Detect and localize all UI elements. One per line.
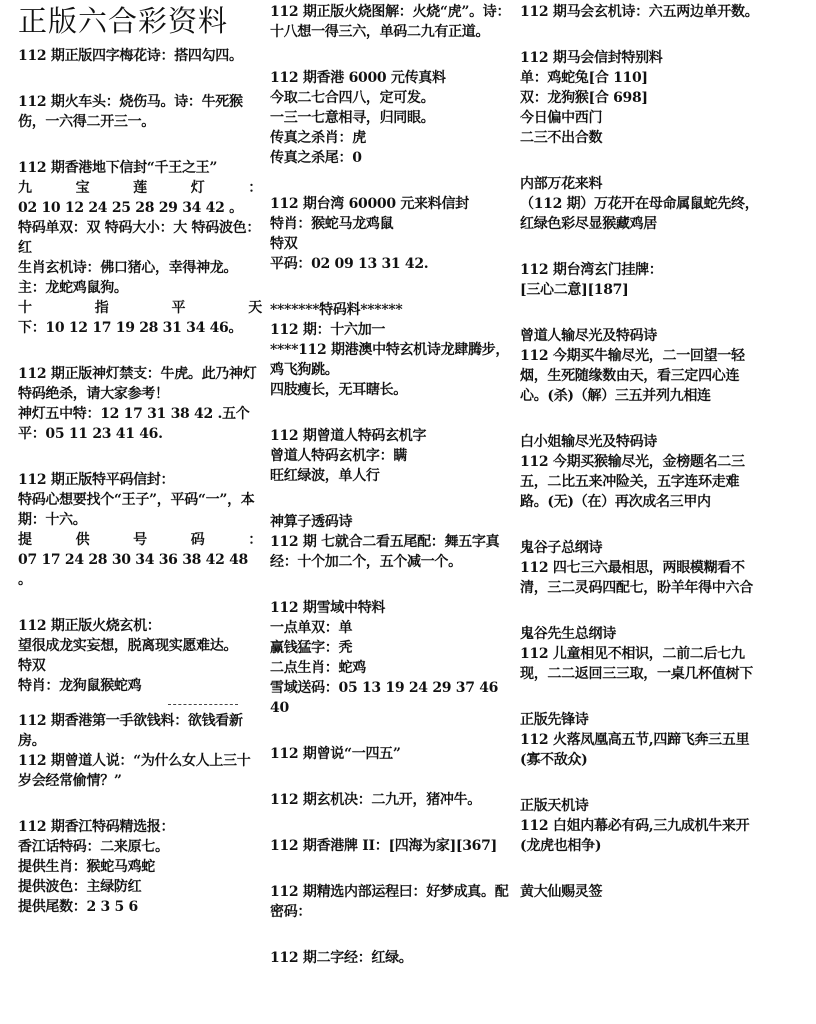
hk-envelope-spaced-line-2 [18, 298, 262, 318]
guiguzi-text: 112 四七三六最相思，两眼模糊看不清，三二灵码四配七，盼羊年得中六合 [520, 560, 753, 596]
guigu-master-block [520, 624, 762, 684]
two-word-block [270, 948, 512, 968]
fire-riddle-text: 望很成龙实妄想，脱离现实愿难达。 [18, 638, 238, 654]
jockey-envelope-heading: 112 期马会信封特别料 [520, 50, 663, 66]
fortune-block [270, 882, 512, 922]
fire-picture-text: 112 期正版火烧图解：火烧“虎”。诗：十八想一得三六，单码二九有正道。 [270, 4, 511, 40]
zeng-word: 曾道人特码玄机字：瞒 [270, 448, 407, 464]
magic-lamp-text: 112 期正版神灯禁支：牛虎。此乃神灯特码绝杀，请大家参考！ [18, 366, 257, 402]
genius-poem-block [270, 512, 512, 572]
snow-line: 二点生肖：蛇鸡 [270, 660, 366, 676]
divider [168, 704, 238, 711]
jockey-odd: 单：鸡蛇兔[合 110] [520, 70, 648, 86]
taiwan-even: 特双 [270, 236, 298, 252]
spaced-char: 码 [190, 532, 205, 548]
xiangjiang-report-block [18, 817, 262, 917]
xiangjiang-zodiac: 提供生肖：猴蛇马鸡蛇 [18, 859, 155, 875]
miss-bai-heading: 白小姐输尽光及特码诗 [520, 434, 657, 450]
mystery-text: 112 期玄机决：二九开，猪冲牛。 [270, 792, 481, 808]
pioneer-text: 112 火落凤凰高五节,四蹄飞奔三五里(寡不敌众) [520, 732, 750, 768]
fire-riddle-zodiac: 特肖：龙狗鼠猴蛇鸡 [18, 678, 142, 694]
spaced-char: 平 [171, 300, 186, 316]
heaven-poem-block [520, 796, 762, 856]
jockey-poem-block [520, 2, 762, 22]
page-title: 正版六合彩资料 [18, 4, 229, 38]
spaced-char: 宝 [75, 180, 90, 196]
special-code-line: 四肢瘦长，无耳瞎长。 [270, 382, 407, 398]
heaven-text: 112 白姐内幕必有码,三九成机牛来开(龙虎也相争) [520, 818, 750, 854]
taiwan-heading: 112 期台湾 60000 元来料信封 [270, 196, 469, 212]
special-code-heading: *******特码料****** [270, 302, 403, 318]
hk-fax-kill-zodiac: 传真之杀肖：虎 [270, 130, 366, 146]
jockey-poem-text: 112 期马会玄机诗：六五两边单开数。 [520, 4, 759, 20]
spaced-char: 天 [248, 300, 262, 316]
spaced-char: 号 [133, 532, 147, 548]
taiwan-numbers: 平码：02 09 13 31 42. [270, 256, 429, 272]
hk-fax-line: 今取二七合四八，定可发。 [270, 90, 435, 106]
spaced-char: ： [248, 180, 262, 196]
taiwan-plate-heading: 112 期台湾玄门挂牌： [520, 262, 663, 278]
special-envelope-text: 特码心想要找个“王子”，平码“一”，本期：十六。 [18, 492, 255, 528]
hk-fax-heading: 112 期香港 6000 元传真料 [270, 70, 446, 86]
zeng-lose-heading: 曾道人输尽光及特码诗 [520, 328, 657, 344]
zeng-lose-block [520, 326, 762, 406]
xiangjiang-heading: 112 期香江特码精选报： [18, 819, 175, 835]
spaced-char: 莲 [133, 180, 147, 196]
spaced-char: 灯 [190, 180, 205, 196]
train-head-block [18, 92, 262, 132]
heaven-heading: 正版天机诗 [520, 798, 589, 814]
genius-heading: 神算子透码诗 [270, 514, 353, 530]
hk-envelope-heading: 112 期香港地下信封“千王之王” [18, 160, 218, 176]
pioneer-poem-block [520, 710, 762, 770]
special-code-poem: ****112 期港澳中特玄机诗龙肆腾步，鸡飞狗跳。 [270, 342, 510, 378]
guiguzi-heading: 鬼谷子总纲诗 [520, 540, 603, 556]
snow-line: 一点单双：单 [270, 620, 353, 636]
xiangjiang-tail: 提供尾数：2 3 5 6 [18, 899, 138, 915]
snow-line: 赢钱猛字：秃 [270, 640, 353, 656]
zeng-heading: 112 期曾道人特码玄机字 [270, 428, 427, 444]
two-word-text: 112 期二字经：红绿。 [270, 950, 413, 966]
hk-envelope-spaced-line [18, 178, 262, 198]
special-code-line: 112 期：十六加一 [270, 322, 386, 338]
hk-envelope-numbers: 02 10 12 24 25 28 29 34 42 。 [18, 200, 243, 216]
guiguzi-block [520, 538, 762, 598]
hk-fax-block [270, 68, 512, 168]
zeng-line: 旺红绿波，单人行 [270, 468, 380, 484]
zeng-lose-text: 112 今期买牛输尽光，二一回望一轻烟，生死随缘数由天，看三定四心连心。(杀)（解）三五并列九相连 [520, 348, 745, 404]
spaced-char: 供 [75, 532, 90, 548]
jockey-even: 双：龙狗猴[合 698] [520, 90, 648, 106]
spaced-char: 十 [18, 300, 32, 316]
mystery-block [270, 790, 512, 810]
train-head-text: 112 期火车头：烧伤马。诗：牛死猴伤，一六得二开三一。 [18, 94, 243, 130]
guigu-master-text: 112 儿童相见不相识，二前二后七九现，二二返回三三取，一桌几杯值树下 [520, 646, 753, 682]
fire-riddle-heading: 112 期正版火烧玄机： [18, 618, 161, 634]
fire-picture-block [270, 2, 512, 42]
spaced-char: 提 [18, 532, 32, 548]
jockey-envelope-block [520, 48, 762, 148]
hk-plate-block [270, 836, 512, 856]
pioneer-heading: 正版先锋诗 [520, 712, 589, 728]
hk-envelope-block [18, 158, 262, 338]
hk-envelope-tail: 下：10 12 17 19 28 31 34 46。 [18, 320, 243, 336]
plum-poem-text: 112 期正版四字梅花诗：搭四勾四。 [18, 48, 243, 64]
special-envelope-numbers: 07 17 24 28 30 34 36 38 42 48 。 [18, 552, 248, 588]
xiangjiang-words: 香江话特码：二来原七。 [18, 839, 169, 855]
wong-tai-sin-heading: 黄大仙赐灵签 [520, 884, 603, 900]
guigu-master-heading: 鬼谷先生总纲诗 [520, 626, 616, 642]
taiwan-plate-block [520, 260, 762, 300]
taiwan-plate-text: [三心二意][187] [520, 282, 629, 298]
magic-lamp-numbers: 神灯五中特：12 17 31 38 42 .五个平：05 11 23 41 46. [18, 406, 250, 442]
taoist-saying-text: 112 期曾道人说：“为什么女人上三十岁会经常偷情？” [18, 753, 251, 789]
plum-poem-block [18, 46, 262, 66]
hk-fax-line: 一三一七意相寻，归同眼。 [270, 110, 435, 126]
zeng-daoren-block [270, 426, 512, 486]
special-envelope-heading: 112 期正版特平码信封： [18, 472, 175, 488]
xiangjiang-color: 提供波色：主绿防红 [18, 879, 142, 895]
first-hand-text: 112 期香港第一手欲钱料：欲钱看新房。 [18, 713, 243, 749]
taiwan-envelope-block [270, 194, 512, 274]
fire-riddle-block [18, 616, 262, 696]
special-envelope-spaced-line [18, 530, 262, 550]
wong-tai-sin-block [520, 882, 762, 902]
fire-riddle-even: 特双 [18, 658, 46, 674]
miss-bai-block [520, 432, 762, 512]
spaced-char: ： [248, 532, 262, 548]
column-middle [270, 2, 512, 994]
miss-bai-text: 112 今期买猴输尽光，金榜题名二三五，二比五来冲险关，五字连环走难路。(无)（在）再次成名三甲内 [520, 454, 745, 510]
snow-numbers: 雪域送码：05 13 19 24 29 37 46 40 [270, 680, 499, 716]
zeng-says-text: 112 期曾说“一四五” [270, 746, 401, 762]
special-envelope-block [18, 470, 262, 590]
jockey-line: 今日偏中西门 [520, 110, 603, 126]
magic-lamp-block [18, 364, 262, 444]
column-right [520, 2, 762, 928]
snow-domain-block [270, 598, 512, 718]
jockey-line: 二三不出合数 [520, 130, 603, 146]
zeng-says-block [270, 744, 512, 764]
fortune-text: 112 期精选内部运程曰：好梦成真。配密码： [270, 884, 509, 920]
wanhua-text: （112 期）万花开在母命属鼠蛇先终，红绿色彩尽显猴藏鸡居 [520, 196, 759, 232]
column-left [18, 2, 262, 943]
hk-plate-text: 112 期香港牌 II：[四海为家][367] [270, 838, 497, 854]
wanhua-block [520, 174, 762, 234]
wanhua-heading: 内部万花来料 [520, 176, 603, 192]
taiwan-zodiac: 特肖：猴蛇马龙鸡鼠 [270, 216, 394, 232]
hk-envelope-attributes: 特码单双：双 特码大小：大 特码波色：红 [18, 220, 261, 256]
snow-heading: 112 期雪域中特料 [270, 600, 386, 616]
first-hand-block [18, 711, 262, 791]
spaced-char: 九 [18, 180, 32, 196]
special-code-block [270, 300, 512, 400]
hk-envelope-zodiac-poem: 生肖玄机诗：佛口猪心，幸得神龙。主：龙蛇鸡鼠狗。 [18, 260, 238, 296]
genius-text: 112 期 七就合二看五尾配：舞五字真经：十个加二个，五个减一个。 [270, 534, 500, 570]
hk-fax-kill-tail: 传真之杀尾：0 [270, 150, 362, 166]
spaced-char: 指 [94, 300, 109, 316]
